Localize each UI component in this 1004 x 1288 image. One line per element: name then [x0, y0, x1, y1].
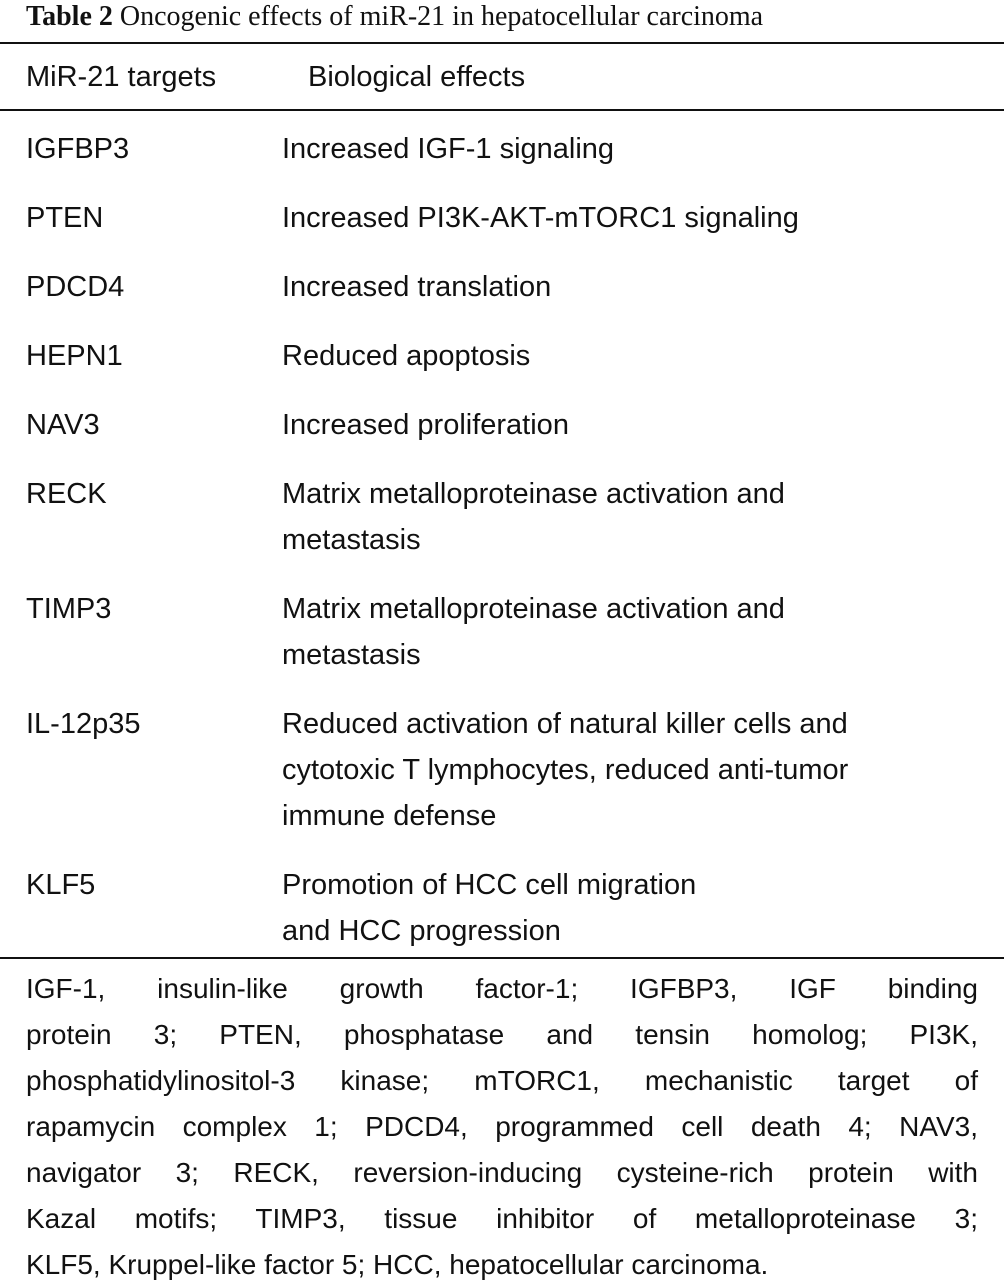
effect-line: metastasis — [282, 639, 421, 671]
effect-cell — [282, 126, 972, 172]
effect-line: Matrix metalloproteinase activation and — [282, 478, 785, 510]
table-caption-text: Oncogenic effects of miR-21 in hepatocellular carcinoma — [119, 1, 764, 32]
column-header-effects: Biological effects — [308, 61, 526, 93]
table-row — [0, 195, 1004, 241]
effect-cell — [282, 586, 972, 678]
footnote-line: KLF5, Kruppel-like factor 5; HCC, hepatocellular carcinoma. — [26, 1249, 769, 1280]
target-cell: NAV3 — [26, 409, 100, 441]
effect-cell — [282, 701, 972, 839]
effect-line: Promotion of HCC cell migration — [282, 869, 697, 901]
footnote-line: protein 3; PTEN, phosphatase and tensin homolog; PI3K, — [26, 1019, 978, 1050]
column-header-targets: MiR-21 targets — [26, 61, 217, 93]
target-cell: IGFBP3 — [26, 133, 130, 165]
effect-line: Reduced activation of natural killer cells and — [282, 708, 848, 740]
footnote-line: IGF-1, insulin-like growth factor-1; IGFBP3, IGF binding — [26, 973, 978, 1004]
footnote-line: rapamycin complex 1; PDCD4, programmed cell death 4; NAV3, — [26, 1111, 978, 1142]
target-cell: KLF5 — [26, 869, 96, 901]
table-top-rule — [0, 42, 1004, 44]
target-cell: TIMP3 — [26, 593, 112, 625]
effect-cell — [282, 195, 972, 241]
table-caption-label: Table 2 — [26, 1, 113, 32]
effect-line: Increased translation — [282, 271, 552, 303]
table-header-rule — [0, 109, 1004, 111]
effect-cell — [282, 264, 972, 310]
footnote-line: phosphatidylinositol-3 kinase; mTORC1, mechanistic target of — [26, 1065, 978, 1096]
effect-line: Reduced apoptosis — [282, 340, 531, 372]
effect-cell — [282, 862, 972, 954]
effect-cell — [282, 471, 972, 563]
table-body — [0, 126, 1004, 977]
table-bottom-rule — [0, 957, 1004, 959]
effect-line: immune defense — [282, 800, 497, 832]
target-cell: IL-12p35 — [26, 708, 141, 740]
table-row — [0, 333, 1004, 379]
table-row — [0, 264, 1004, 310]
footnote-line: navigator 3; RECK, reversion-inducing cysteine-rich protein with — [26, 1157, 978, 1188]
table-row — [0, 471, 1004, 563]
table-row — [0, 126, 1004, 172]
effect-line: and HCC progression — [282, 915, 561, 947]
effect-cell — [282, 333, 972, 379]
effect-line: Matrix metalloproteinase activation and — [282, 593, 785, 625]
table-row — [0, 586, 1004, 678]
table-row — [0, 862, 1004, 954]
target-cell: PTEN — [26, 202, 104, 234]
effect-line: Increased proliferation — [282, 409, 569, 441]
effect-line: Increased PI3K-AKT-mTORC1 signaling — [282, 202, 799, 234]
table-row — [0, 701, 1004, 839]
target-cell: RECK — [26, 478, 107, 510]
effect-line: metastasis — [282, 524, 421, 556]
footnote-line: Kazal motifs; TIMP3, tissue inhibitor of metalloproteinase 3; — [26, 1203, 978, 1234]
table-caption — [26, 0, 763, 36]
table-row — [0, 402, 1004, 448]
target-cell: HEPN1 — [26, 340, 123, 372]
target-cell: PDCD4 — [26, 271, 125, 303]
table-footnote — [26, 966, 978, 1288]
effect-cell — [282, 402, 972, 448]
effect-line: Increased IGF-1 signaling — [282, 133, 615, 165]
effect-line: cytotoxic T lymphocytes, reduced anti-tumor — [282, 754, 849, 786]
